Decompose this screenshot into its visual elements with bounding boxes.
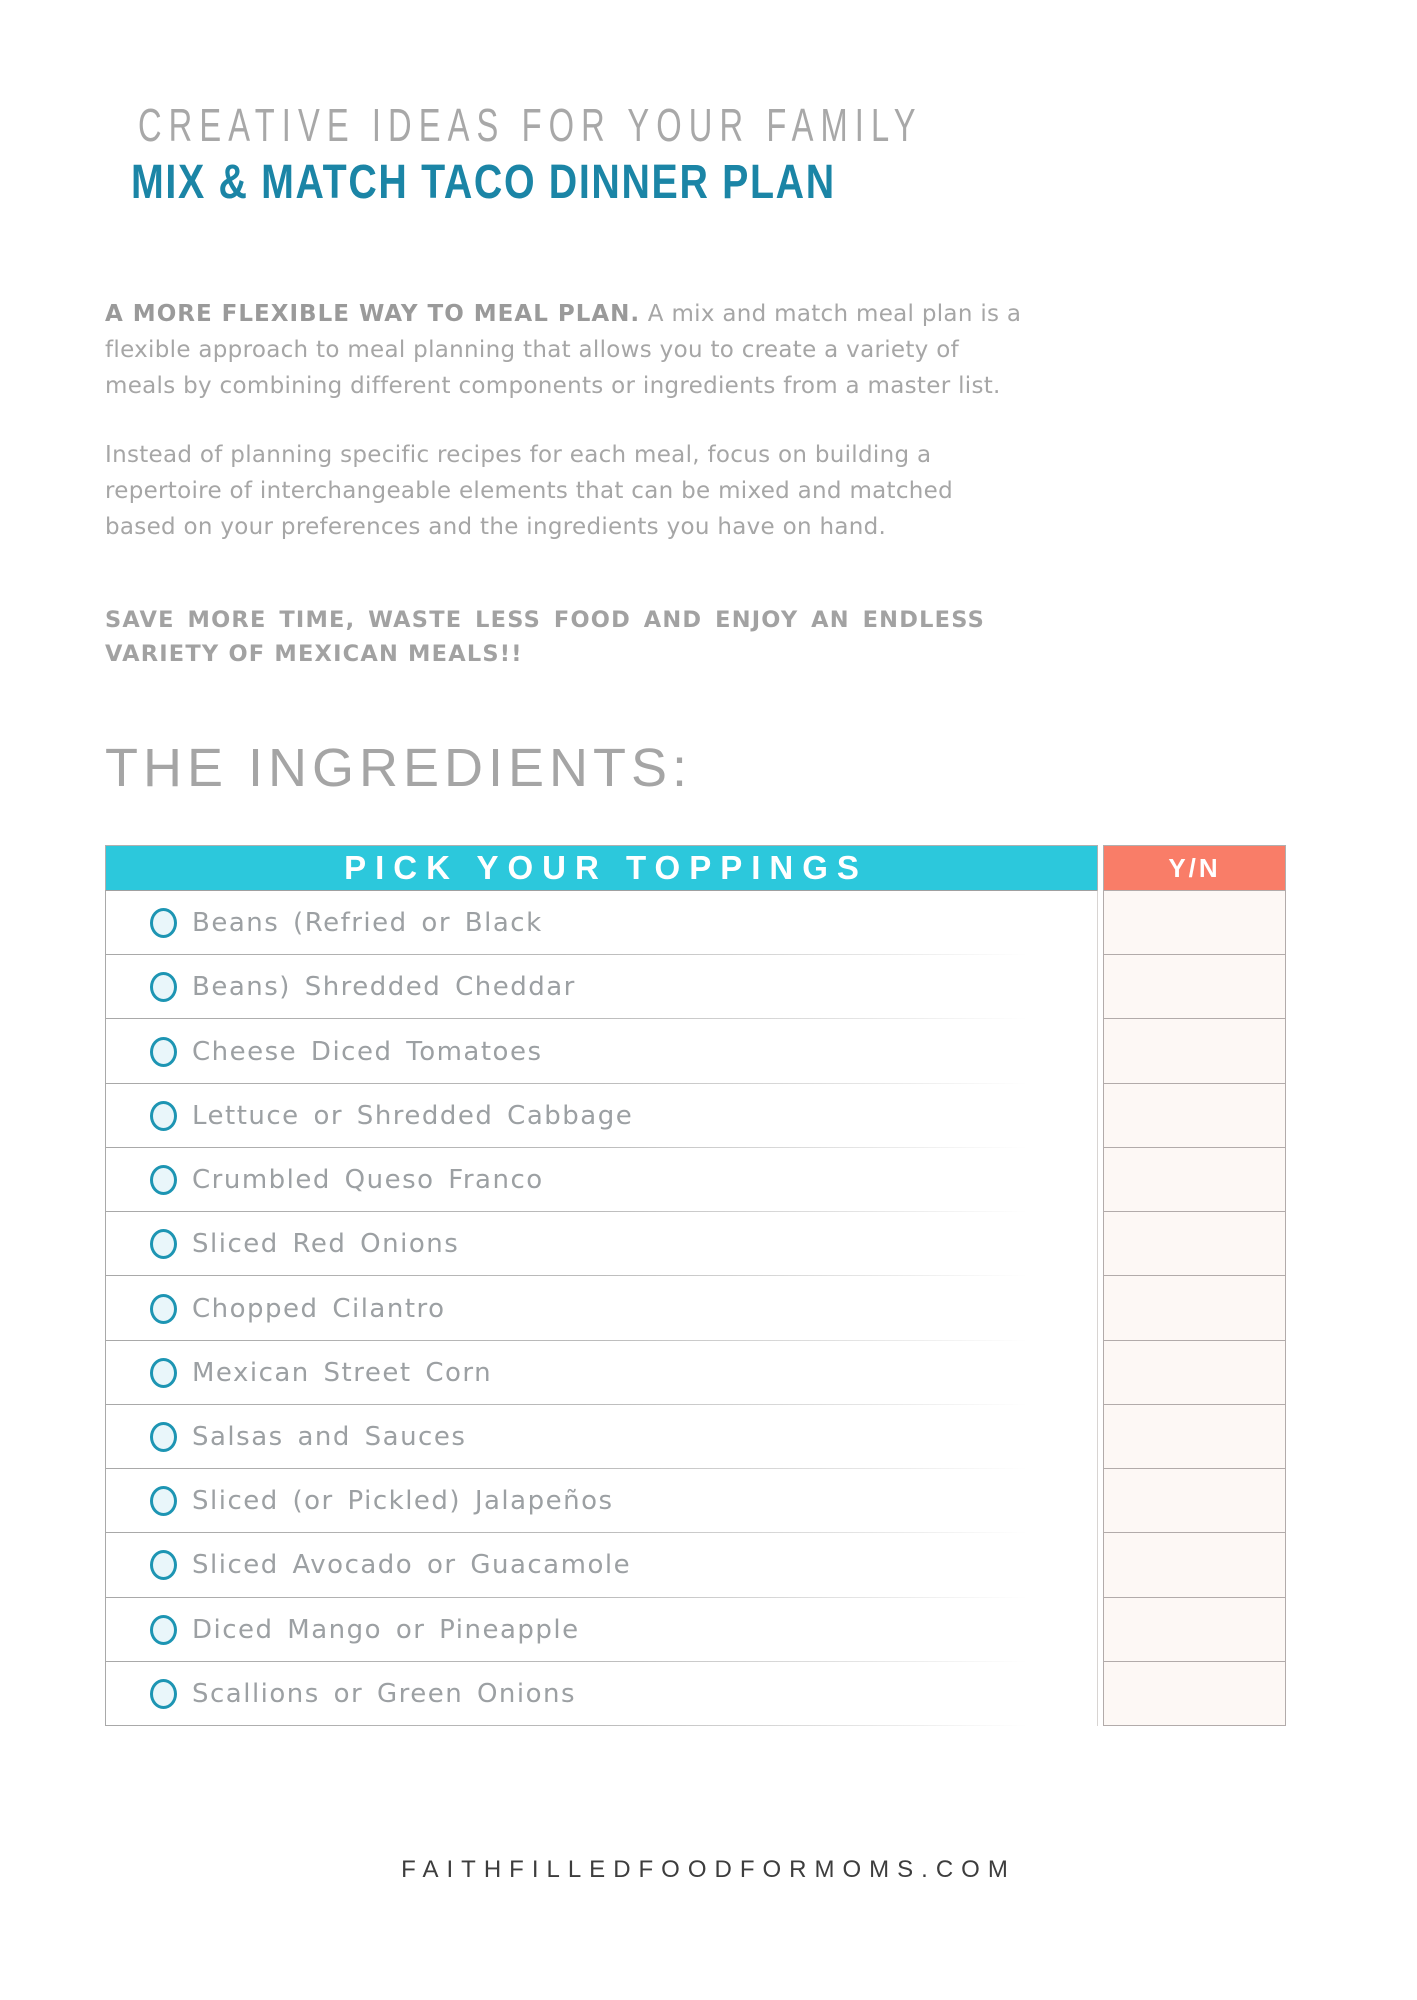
topping-row bbox=[106, 1598, 1097, 1662]
topping-row bbox=[106, 1212, 1097, 1276]
yn-answer-cell[interactable] bbox=[1103, 1532, 1286, 1597]
yn-answer-cell[interactable] bbox=[1103, 1211, 1286, 1276]
topping-row bbox=[106, 1276, 1097, 1340]
toppings-table bbox=[105, 845, 1286, 1726]
topping-label: Beans) Shredded Cheddar bbox=[192, 972, 576, 1003]
topping-row bbox=[106, 1341, 1097, 1405]
yn-answer-cell[interactable] bbox=[1103, 954, 1286, 1019]
footer-url: FAITHFILLEDFOODFORMOMS.COM bbox=[401, 1856, 1016, 1883]
yn-answer-cell[interactable] bbox=[1103, 1340, 1286, 1405]
yn-answer-cell[interactable] bbox=[1103, 1661, 1286, 1726]
section-heading: THE INGREDIENTS: bbox=[105, 738, 693, 798]
yn-answer-cell[interactable] bbox=[1103, 1597, 1286, 1662]
page-title: MIX & MATCH TACO DINNER PLAN bbox=[131, 156, 836, 209]
intro-paragraph bbox=[105, 296, 1025, 404]
circle-checkbox-icon[interactable] bbox=[150, 1037, 177, 1067]
yn-cells bbox=[1103, 890, 1286, 1726]
topping-label: Chopped Cilantro bbox=[192, 1293, 446, 1324]
yn-answer-cell[interactable] bbox=[1103, 890, 1286, 955]
second-paragraph: Instead of planning specific recipes for each meal, focus on building a repertoire of interchangeable elements that can be mixed and matched based on your preferences and the ingredients you have on hand. bbox=[105, 442, 954, 540]
circle-checkbox-icon[interactable] bbox=[150, 1679, 177, 1709]
yn-answer-cell[interactable] bbox=[1103, 1018, 1286, 1083]
yn-answer-cell[interactable] bbox=[1103, 1083, 1286, 1148]
circle-checkbox-icon[interactable] bbox=[150, 1422, 177, 1452]
topping-row bbox=[106, 1405, 1097, 1469]
topping-row bbox=[106, 1662, 1097, 1726]
circle-checkbox-icon[interactable] bbox=[150, 1165, 177, 1195]
topping-row bbox=[106, 955, 1097, 1019]
topping-label: Lettuce or Shredded Cabbage bbox=[192, 1100, 634, 1131]
topping-row bbox=[106, 1019, 1097, 1083]
yn-answer-cell[interactable] bbox=[1103, 1468, 1286, 1533]
topping-row bbox=[106, 891, 1097, 955]
intro-body-text: A mix and match meal plan is a flexible approach to meal planning that allows you to create a variety of meals by combining different components or ingredients from a master list. bbox=[105, 301, 1022, 399]
circle-checkbox-icon[interactable] bbox=[150, 1101, 177, 1131]
topping-label: Mexican Street Corn bbox=[192, 1357, 493, 1388]
callout-text: SAVE MORE TIME, WASTE LESS FOOD AND ENJOY AN ENDLESS VARIETY OF MEXICAN MEALS!! bbox=[105, 607, 985, 667]
toppings-header: PICK YOUR TOPPINGS bbox=[105, 845, 1098, 890]
circle-checkbox-icon[interactable] bbox=[150, 1294, 177, 1324]
topping-label: Cheese Diced Tomatoes bbox=[192, 1036, 543, 1067]
yn-answer-cell[interactable] bbox=[1103, 1404, 1286, 1469]
topping-row bbox=[106, 1084, 1097, 1148]
topping-label: Sliced (or Pickled) Jalapeños bbox=[192, 1486, 614, 1517]
topping-label: Scallions or Green Onions bbox=[192, 1678, 577, 1709]
yn-column bbox=[1103, 845, 1286, 1726]
circle-checkbox-icon[interactable] bbox=[150, 972, 177, 1002]
topping-label: Salsas and Sauces bbox=[192, 1421, 467, 1452]
topping-row bbox=[106, 1148, 1097, 1212]
yn-header: Y/N bbox=[1103, 845, 1286, 890]
topping-label: Beans (Refried or Black bbox=[192, 908, 543, 939]
yn-answer-cell[interactable] bbox=[1103, 1275, 1286, 1340]
toppings-rows bbox=[105, 890, 1098, 1726]
circle-checkbox-icon[interactable] bbox=[150, 1615, 177, 1645]
eyebrow-heading: CREATIVE IDEAS FOR YOUR FAMILY bbox=[138, 99, 923, 151]
circle-checkbox-icon[interactable] bbox=[150, 908, 177, 938]
topping-label: Diced Mango or Pineapple bbox=[192, 1614, 580, 1645]
intro-lead-text: A MORE FLEXIBLE WAY TO MEAL PLAN. bbox=[105, 301, 641, 327]
circle-checkbox-icon[interactable] bbox=[150, 1486, 177, 1516]
circle-checkbox-icon[interactable] bbox=[150, 1550, 177, 1580]
topping-row bbox=[106, 1469, 1097, 1533]
topping-row bbox=[106, 1533, 1097, 1597]
circle-checkbox-icon[interactable] bbox=[150, 1229, 177, 1259]
topping-label: Sliced Red Onions bbox=[192, 1229, 460, 1260]
topping-label: Sliced Avocado or Guacamole bbox=[192, 1550, 632, 1581]
toppings-column bbox=[105, 845, 1098, 1726]
yn-answer-cell[interactable] bbox=[1103, 1147, 1286, 1212]
topping-label: Crumbled Queso Franco bbox=[192, 1165, 544, 1196]
circle-checkbox-icon[interactable] bbox=[150, 1358, 177, 1388]
